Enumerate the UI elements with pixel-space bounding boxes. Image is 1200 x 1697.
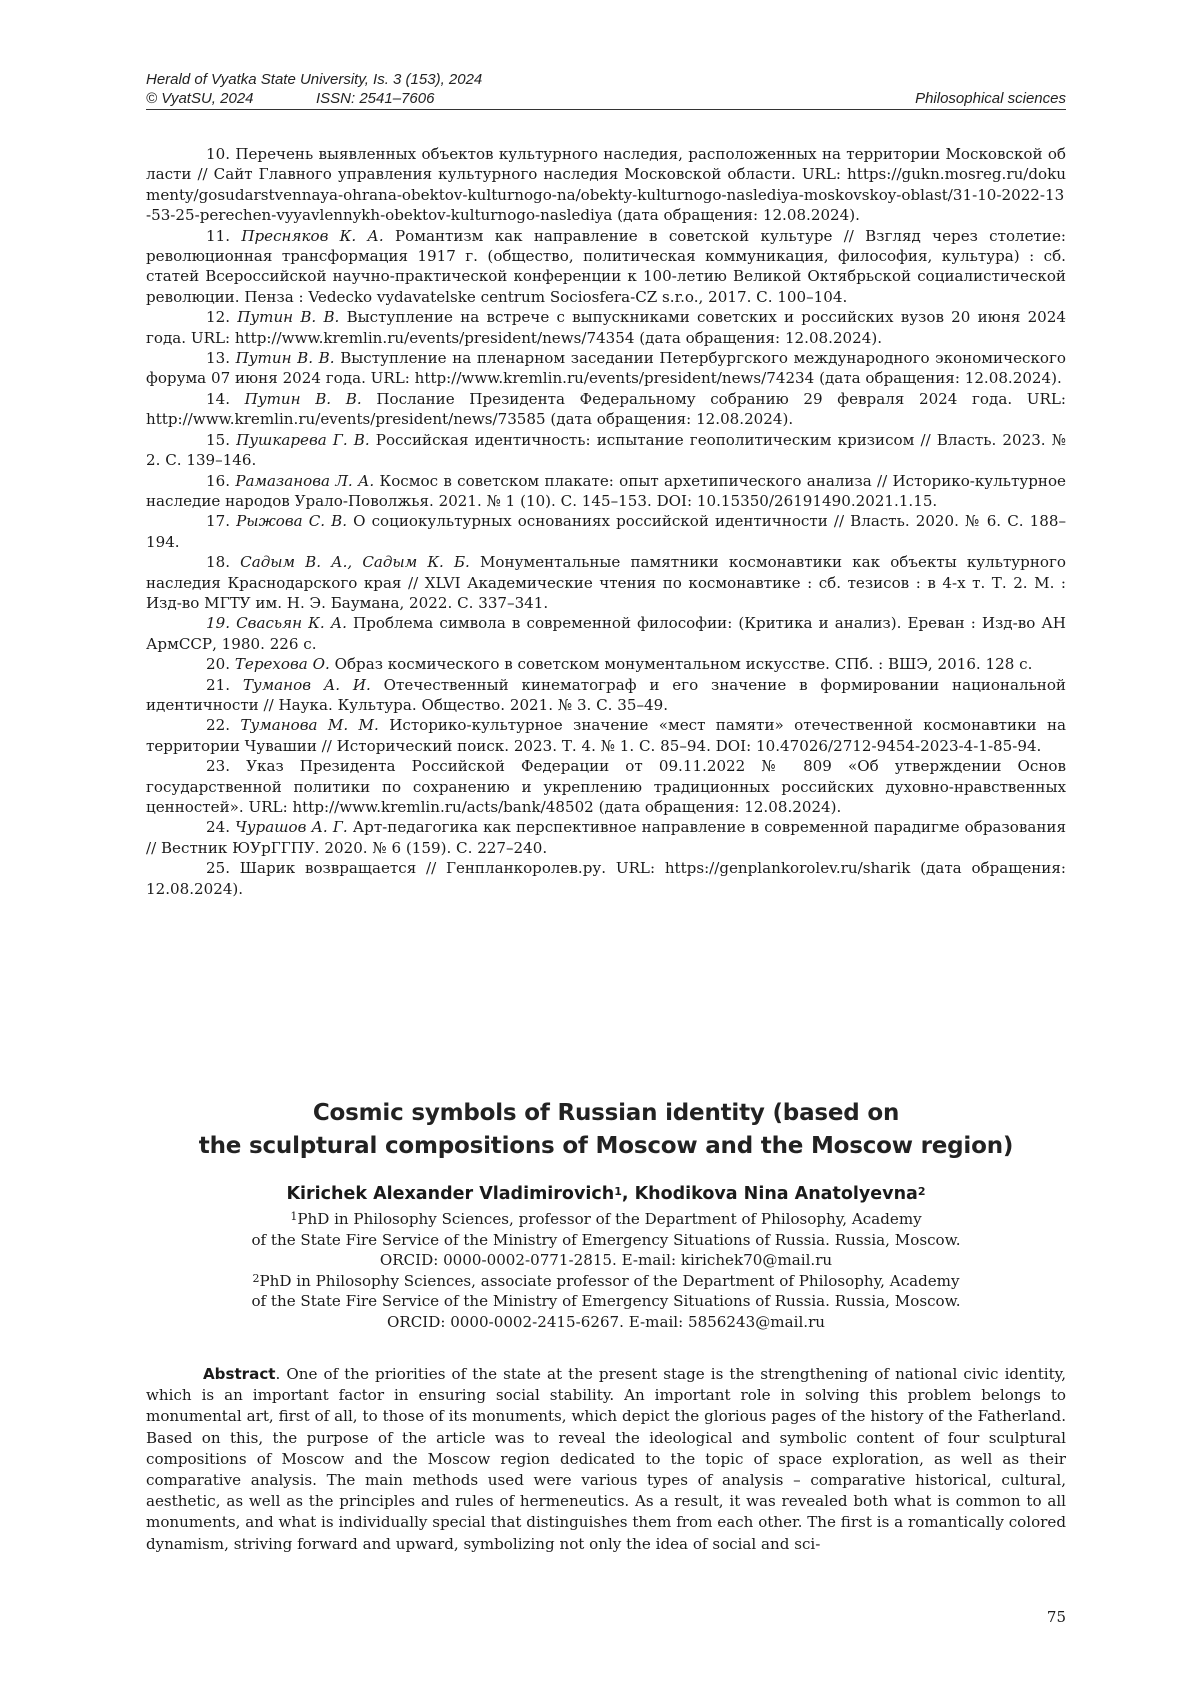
reference-author: Пушкарева Г. В. bbox=[236, 430, 370, 449]
issn: ISSN: 2541–7606 bbox=[316, 90, 435, 107]
reference-text: Послание Президента Федеральному собранию 29 февраля 2024 года. URL: http://www.kremlin.ru/events/president/news/73585 (дата обращения: 12.08.2024). bbox=[146, 389, 1066, 429]
reference-text: Космос в советском плакате: опыт архетипического анализа // Историко-культурное наследие народов Урало-Поволжья. 2021. № 1 (10). С. 145–153. DOI: 10.15350/26191490.2021.1.15. bbox=[146, 471, 1066, 510]
reference-text: Российская идентичность: испытание геополитическим кризисом // Власть. 2023. № 2. С. 139–146. bbox=[146, 430, 1066, 470]
reference-item bbox=[146, 307, 1066, 348]
reference-author: Свасьян К. А. bbox=[236, 614, 347, 633]
author-name: Kirichek Alexander Vladimirovich bbox=[286, 1184, 615, 1204]
reference-number: 25. bbox=[206, 859, 231, 878]
reference-item bbox=[146, 144, 1066, 226]
affiliation-line: $^2$PhD in Philosophy Sciences, associate professor of the Department of Philosophy, Academy bbox=[252, 1271, 960, 1290]
reference-author: Путин В. В. bbox=[237, 308, 340, 327]
reference-text: Проблема символа в современной философии: (Критика и анализ). Ереван : Изд-во АН АрмССР, 1980. 226 с. bbox=[146, 614, 1066, 653]
reference-number: 19. bbox=[206, 614, 231, 633]
affiliation-marker: 2 bbox=[252, 1271, 260, 1285]
affiliation-line: of the State Fire Service of the Ministry of Emergency Situations of Russia. Russia, Moscow. bbox=[251, 1292, 961, 1311]
reference-item bbox=[146, 715, 1066, 756]
reference-author: Туманов А. И. bbox=[242, 675, 371, 694]
author-line bbox=[146, 1183, 1066, 1205]
reference-number: 21. bbox=[206, 675, 231, 694]
reference-text: Шарик возвращается // Генпланкоролев.ру. URL: https://genplankorolev.ru/sharik (дата обращения: 12.08.2024). bbox=[146, 859, 1066, 898]
affiliation-contact: ORCID: 0000-0002-0771-2815. E-mail: kirichek70@mail.ru bbox=[379, 1251, 833, 1270]
reference-text: Выступление на пленарном заседании Петербургского международного экономического форума 07 июня 2024 года. URL: http://www.kremlin.ru/events/president/news/74234 (дата обращения: 12.08.2024). bbox=[146, 349, 1066, 388]
reference-item bbox=[146, 226, 1066, 308]
article-title-line: the sculptural compositions of Moscow and the Moscow region) bbox=[198, 1133, 1014, 1159]
reference-text: Указ Президента Российской Федерации от 09.11.2022 № 809 «Об утверждении Основ государственной политики по сохранению и укреплению традиционных российских духовно-нравственных ценностей». URL: http://www.kremlin.ru/acts/bank/48502 (дата обращения: 12.08.2024). bbox=[146, 757, 1066, 816]
copyright-notice: © VyatSU, 2024 bbox=[146, 90, 254, 107]
abstract bbox=[146, 1364, 1066, 1555]
reference-number: 16. bbox=[206, 471, 231, 490]
reference-item bbox=[146, 552, 1066, 613]
author-separator: , bbox=[621, 1184, 635, 1204]
article-title-line: Cosmic symbols of Russian identity (based on bbox=[312, 1100, 900, 1126]
journal-title: Herald of Vyatka State University, Is. 3 (153), 2024 bbox=[146, 71, 483, 88]
reference-author: Рыжова С. В. bbox=[236, 512, 348, 531]
affiliation-contact: ORCID: 0000-0002-2415-6267. E-mail: 5856243@mail.ru bbox=[386, 1312, 826, 1331]
reference-author: Чурашов А. Г. bbox=[235, 818, 348, 837]
affiliation-marker: 1 bbox=[290, 1210, 298, 1223]
reference-item bbox=[146, 675, 1066, 716]
reference-item bbox=[146, 858, 1066, 899]
header-rule bbox=[146, 109, 1066, 110]
reference-text: Отечественный кинематограф и его значение в формировании национальной идентичности // Наука. Культура. Общество. 2021. № 3. С. 35–49. bbox=[146, 675, 1066, 714]
section-name: Philosophical sciences bbox=[915, 90, 1066, 107]
reference-text: О социокультурных основаниях российской идентичности // Власть. 2020. № 6. С. 188–194. bbox=[146, 512, 1066, 551]
reference-author: Рамазанова Л. А. bbox=[235, 471, 375, 490]
reference-author: Путин В. В. bbox=[244, 389, 362, 408]
page-number: 75 bbox=[1046, 1608, 1066, 1626]
reference-item bbox=[146, 756, 1066, 817]
reference-number: 11. bbox=[206, 226, 231, 245]
reference-author: Туманова М. М. bbox=[240, 716, 379, 735]
abstract-text: . One of the priorities of the state at the present stage is the strengthening of national civic identity, which is an important factor in ensuring social stability. An important role in solving this problem belongs to monumental art, first of all, to those of its monuments, which depict the glorious pages of the history of the Fatherland. Based on this, the purpose of the article was to reveal the ideological and symbolic content of four sculptural compositions of Moscow and the Moscow region dedicated to the topic of space exploration, as well as their comparative analysis. The main methods used were various types of analysis – comparative historical, cultural, aesthetic, as well as the principles and rules of hermeneutics. As a result, it was revealed both what is common to all monuments, and what is individually special that distinguishes them from each other. The first is a romantically colored dynamism, striving forward and upward, symbolizing not only the idea of social and sci- bbox=[146, 1365, 1066, 1553]
reference-number: 18. bbox=[206, 553, 231, 572]
reference-text: Историко-культурное значение «мест памяти» отечественной космонавтики на территории Чувашии // Исторический поиск. 2023. Т. 4. № 1. С. 85–94. DOI: 10.47026/2712-9454-2023-4-1-85-94. bbox=[146, 716, 1066, 755]
reference-item bbox=[146, 817, 1066, 858]
author-name: Khodikova Nina Anatolyevna bbox=[634, 1184, 918, 1204]
reference-item bbox=[146, 613, 1066, 654]
running-header bbox=[146, 70, 1066, 109]
reference-number: 13. bbox=[206, 349, 231, 368]
reference-number: 12. bbox=[206, 308, 231, 327]
article-title bbox=[146, 1097, 1066, 1163]
reference-number: 17. bbox=[206, 512, 231, 531]
reference-number: 22. bbox=[206, 716, 231, 735]
reference-list bbox=[146, 144, 1066, 899]
reference-number: 15. bbox=[206, 430, 231, 449]
reference-author: Путин В. В. bbox=[235, 349, 335, 368]
reference-author: Терехова О. bbox=[234, 655, 330, 674]
author-marker: 2 bbox=[917, 1185, 926, 1198]
reference-item bbox=[146, 511, 1066, 552]
reference-item bbox=[146, 389, 1066, 430]
reference-text: Арт-педагогика как перспективное направление в современной парадигме образования // Вестник ЮУрГГПУ. 2020. № 6 (159). С. 227–240. bbox=[146, 818, 1066, 857]
reference-item bbox=[146, 430, 1066, 471]
reference-author: Садым В. А., Садым К. Б. bbox=[240, 553, 470, 572]
reference-item bbox=[146, 471, 1066, 512]
affiliation-line: of the State Fire Service of the Ministry of Emergency Situations of Russia. Russia, Moscow. bbox=[251, 1230, 961, 1249]
affiliations bbox=[146, 1209, 1066, 1333]
reference-text: Монументальные памятники космонавтики как объекты культурного наследия Краснодарского края // XLVI Академические чтения по космонавтике : сб. тезисов : в 4-х т. Т. 2. М. : Изд-во МГТУ им. Н. Э. Баумана, 2022. С. 337–341. bbox=[146, 553, 1066, 612]
reference-number: 14. bbox=[206, 389, 231, 408]
reference-number: 24. bbox=[206, 818, 231, 837]
affiliation-line: $^1$PhD in Philosophy Sciences, professor of the Department of Philosophy, Academy bbox=[290, 1210, 922, 1228]
reference-number: 20. bbox=[206, 655, 231, 674]
reference-item bbox=[146, 348, 1066, 389]
reference-number: 10. bbox=[206, 145, 231, 163]
reference-author: Пресняков К. А. bbox=[241, 226, 384, 245]
abstract-label: Abstract bbox=[203, 1365, 276, 1383]
author-marker: 1 bbox=[614, 1185, 622, 1198]
reference-text: Выступление на встрече с выпускниками советских и российских вузов 20 июня 2024 года. URL: http://www.kremlin.ru/events/president/news/74354 (дата обращения: 12.08.2024). bbox=[146, 308, 1066, 347]
reference-text: Перечень выявленных объектов культурного наследия, расположенных на территории Московской области // Сайт Главного управления культурного наследия Московской области. URL: https://gukn.mosreg.ru/dokumenty/gosudarstvennaya-ohrana-obektov-kulturnogo-na/obekty-kulturnogo-naslediya-moskovskoy-oblast/31-10-2022-13-53-25-perechen-vyyavlennykh-obektov-kulturnogo-naslediya (дата обращения: 12.08.2024). bbox=[146, 145, 1066, 225]
reference-item bbox=[146, 654, 1066, 674]
reference-number: 23. bbox=[206, 757, 231, 776]
reference-text: Образ космического в советском монументальном искусстве. СПб. : ВШЭ, 2016. 128 с. bbox=[334, 655, 1033, 674]
reference-text: Романтизм как направление в советской культуре // Взгляд через столетие: революционная трансформация 1917 г. (общество, политическая коммуникация, философия, культура) : сб. статей Всероссийской научно-практической конференции к 100-летию Великой Октябрьской социалистической революции. Пенза : Vedecko vydavatelske centrum Sociosfera-CZ s.r.o., 2017. С. 100–104. bbox=[146, 226, 1066, 306]
